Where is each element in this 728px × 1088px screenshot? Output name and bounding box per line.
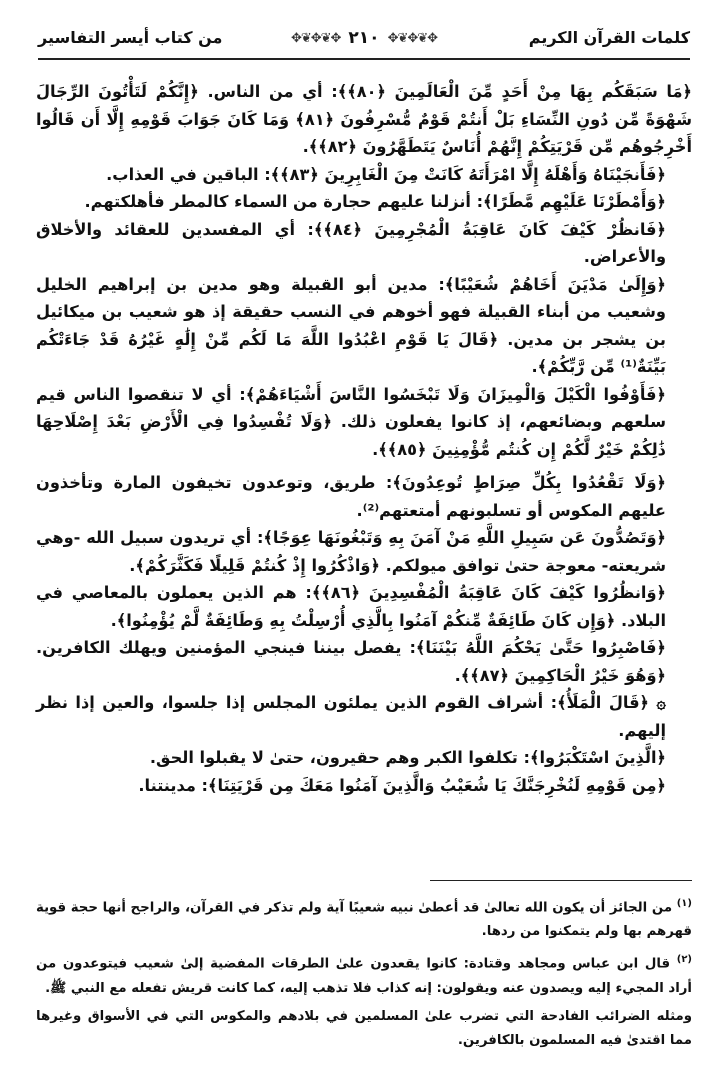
ornament-left-icon: ✥❦✥❦✥ [290,30,341,46]
paragraph-istakbaru: ﴿الَّذِينَ اسْتَكْبَرُوا﴾: تكلفوا الكبر وهم حقيرون، حتىٰ لا يقبلوا الحق. [149,748,666,767]
footnote-1 [36,892,692,944]
paragraph-qaryatina: ﴿مِن قَوْمِهِ لَنُخْرِجَنَّكَ يَا شُعَيْبُ وَالَّذِينَ آمَنُوا مَعَكَ مِن قَرْيَتِنَا﴾: مدينتنا. [138,775,666,795]
paragraph-87: ﴿فَاصْبِرُوا حَتَّىٰ يَحْكُمَ اللَّهُ بَيْنَنَا﴾: يفصل بيننا فينجي المؤمنين ويهلك الكافرين. ﴿وَهُوَ خَيْرُ الْحَاكِمِينَ ﴿٨٧﴾﴾. [36,638,666,685]
footnote-1-text: من الجائز أن يكون الله تعالىٰ قد أعطىٰ نبيه شعيبًا آية ولم تذكر في القرآن، والراجح أنها حجة قوية قهرهم بها ولم يتمكنوا من ردها. [36,900,692,940]
paragraph-83: ﴿فَأَنجَيْنَاهُ وَأَهْلَهُ إِلَّا امْرَأَتَهُ كَانَتْ مِنَ الْغَابِرِينَ ﴿٨٣﴾﴾: الباقين في العذاب. [106,164,666,184]
paragraph-sirat: ﴿وَلَا تَقْعُدُوا بِكُلِّ صِرَاطٍ تُوعِدُونَ﴾: طريق، وتوعدون تخيفون المارة وتأخذون عليهم المكوس أو تسلبونهم أمتعتهم⁽²⁾. [36,473,666,520]
footnote-1-mark: (١) [676,898,692,909]
footnotes [36,892,692,1057]
page-number: ٢١٠ [348,28,380,48]
paragraph-madyan: ﴿وَإِلَىٰ مَدْيَنَ أَخَاهُمْ شُعَيْبًا﴾: مدين أبو القبيلة وهو مدين بن إبراهيم الخليل وشعيب من أبناء القبيلة فهو أخوهم في النسب حقيقة إذ هو شعيب بن ميكائيل بن يشجر بن مدين. ﴿قَالَ يَا قَوْمِ اعْبُدُوا اللَّهَ مَا لَكُم مِّنْ إِلَٰهٍ غَيْرُهُ قَدْ جَاءَتْكُم بَيِّنَةٌ⁽¹⁾ مِّن رَّبِّكُمْ﴾. [36,274,666,376]
header-page-number-group [291,28,437,48]
paragraph-84: ﴿فَانظُرْ كَيْفَ كَانَ عَاقِبَةُ الْمُجْرِمِينَ ﴿٨٤﴾﴾: أي المفسدين للعقائد والأخلاق والأعراض. [36,219,666,266]
paragraph-tasuddun: ﴿وَتَصُدُّونَ عَن سَبِيلِ اللَّهِ مَنْ آمَنَ بِهِ وَتَبْغُونَهَا عِوَجًا﴾: أي تريدون سبيل الله -وهي شريعته- معوجة حتىٰ توافق ميولكم. ﴿وَاذْكُرُوا إِذْ كُنتُمْ قَلِيلًا فَكَثَّرَكُمْ﴾. [36,528,666,575]
footnote-divider [430,880,692,881]
paragraph-85: ﴿فَأَوْفُوا الْكَيْلَ وَالْمِيزَانَ وَلَا تَبْخَسُوا النَّاسَ أَشْيَاءَهُمْ﴾: أي لا تنقصوا الناس قيم سلعهم وبضائعهم، إذ كانوا يفعلون ذلك. ﴿وَلَا تُفْسِدُوا فِي الْأَرْضِ بَعْدَ إِصْلَاحِهَا ذَٰلِكُمْ خَيْرٌ لَّكُمْ إِن كُنتُم مُّؤْمِنِينَ ﴿٨٥﴾﴾. [36,384,666,459]
header-book-title: كلمات القرآن الكريم [528,28,690,47]
footnote-2-text: قال ابن عباس ومجاهد وقتادة: كانوا يقعدون علىٰ الطرقات المفضية إلىٰ شعيب فيتوعدون من أراد المجيء إليه ويصدون عنه ويقولون: إنه كذاب فلا تذهب إليه، كما كانت قريش تفعله مع النبي ﷺ. [36,956,692,996]
page-header [38,28,690,56]
footnote-2-mark: (٢) [676,954,692,966]
paragraph-86: ﴿وَانظُرُوا كَيْفَ كَانَ عَاقِبَةُ الْمُفْسِدِينَ ﴿٨٦﴾﴾: هم الذين يعملون بالمعاصي في البلاد. ﴿وَإِن كَانَ طَائِفَةٌ مِّنكُمْ آمَنُوا بِالَّذِي أُرْسِلْتُ بِهِ وَطَائِفَةٌ لَّمْ يُؤْمِنُوا﴾. [36,583,666,630]
paragraph-mala: ۞ ﴿قَالَ الْمَلَأُ﴾: أشراف القوم الذين يملئون المجلس إذا جلسوا، والعين إذا نظر إليهم. [36,693,666,740]
ornament-right-icon: ✥❦✥❦✥ [387,30,438,46]
page-body [36,78,692,799]
header-source-title: من كتاب أيسر التفاسير [38,28,223,47]
paragraph-rain: ﴿وَأَمْطَرْنَا عَلَيْهِم مَّطَرًا﴾: أنزلنا عليهم حجارة من السماء كالمطر فأهلكتهم. [84,192,666,211]
footnote-2-continued: ومثله الضرائب الفادحة التي تضرب علىٰ المسلمين في بلادهم والمكوس التي في الأسواق وغيرها مما اقتدىٰ فيه المسلمون بالكافرين. [36,1008,692,1048]
header-divider [38,58,690,60]
paragraph-80-82: ﴿مَا سَبَقَكُم بِهَا مِنْ أَحَدٍ مِّنَ الْعَالَمِينَ ﴿٨٠﴾﴾: أي من الناس. ﴿إِنَّكُمْ لَتَأْتُونَ الرِّجَالَ شَهْوَةً مِّن دُونِ النِّسَاءِ بَلْ أَنتُمْ قَوْمٌ مُّسْرِفُونَ ﴿٨١﴾ وَمَا كَانَ جَوَابَ قَوْمِهِ إِلَّا أَن قَالُوا أَخْرِجُوهُم مِّن قَرْيَتِكُمْ إِنَّهُمْ أُنَاسٌ يَتَطَهَّرُونَ ﴿٨٢﴾﴾. [36,82,692,156]
footnote-2 [36,948,692,1000]
